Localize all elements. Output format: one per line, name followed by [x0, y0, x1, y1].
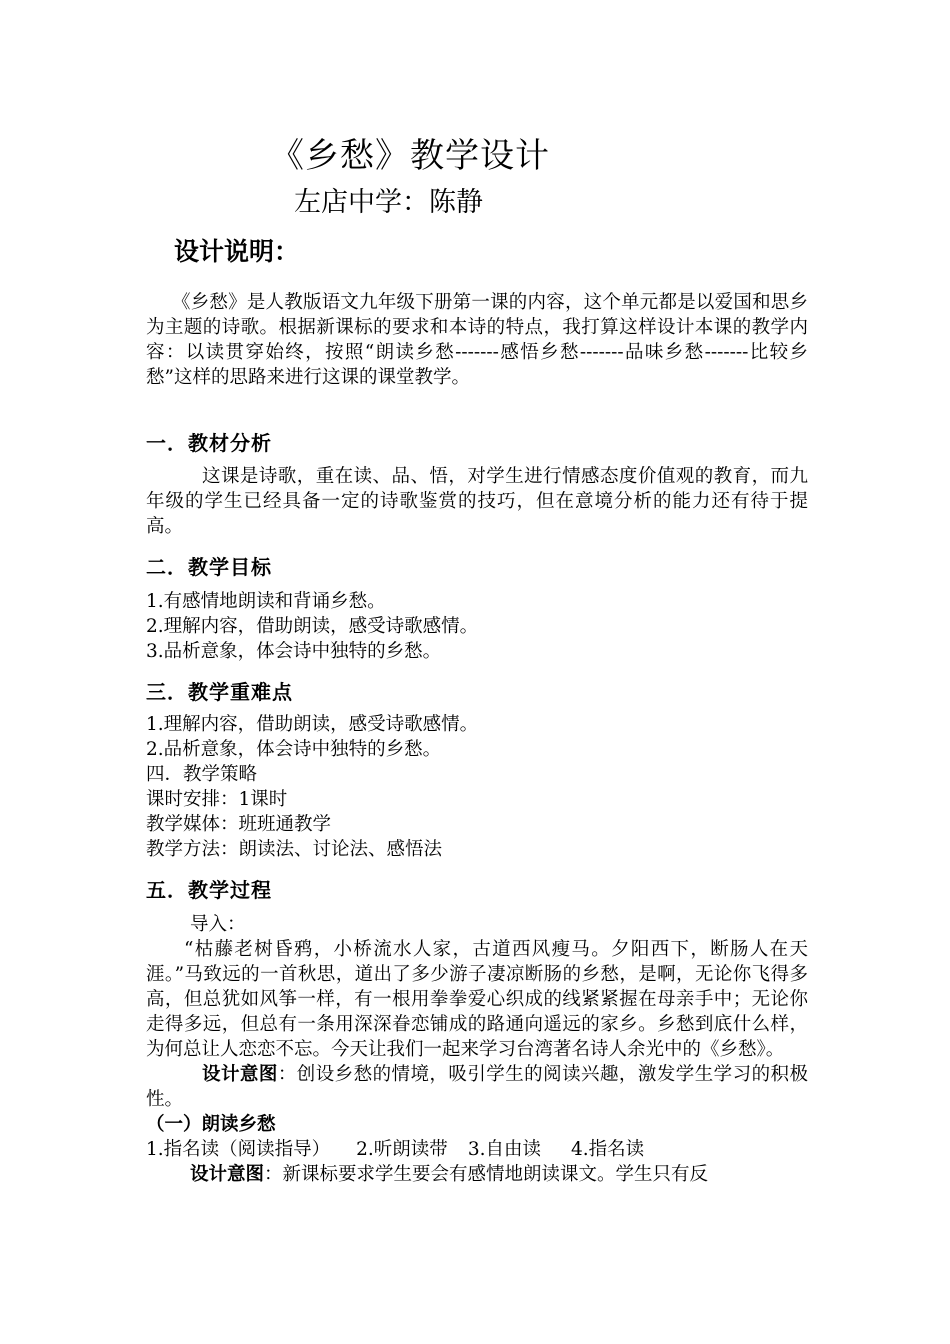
list-item: 3.品析意象，体会诗中独特的乡愁。	[146, 641, 442, 662]
design-intent-label: 设计意图	[202, 1064, 278, 1085]
design-intent-2	[146, 1162, 808, 1187]
list-item: 1.有感情地朗读和背诵乡愁。	[146, 591, 386, 612]
intro-paragraph: 《乡愁》是人教版语文九年级下册第一课的内容，这个单元都是以爱国和思乡为主题的诗歌。根据新课标的要求和本诗的特点，我打算这样设计本课的教学内容：以读贯穿始终，按照“朗读乡愁-------感悟乡愁-------品味乡愁-------比较乡愁”这样的思路来进行这课的课堂教学。	[146, 292, 808, 388]
reading-step: 2.听朗读带	[356, 1139, 448, 1160]
reading-step: 4.指名读	[570, 1139, 645, 1160]
list-item: 2.理解内容，借助朗读，感受诗歌感情。	[146, 616, 479, 637]
teaching-goals-list	[146, 589, 808, 664]
textbook-analysis-paragraph: 这课是诗歌，重在读、品、悟，对学生进行情感态度价值观的教育，而九年级的学生已经具备一定的诗歌鉴赏的技巧，但在意境分析的能力还有待于提高。	[146, 466, 808, 537]
list-item: 教学方法：朗读法、讨论法、感悟法	[146, 839, 443, 860]
key-points-list	[146, 712, 808, 862]
section-heading-key-points: 三．教学重难点	[146, 680, 293, 704]
design-intent-text: ：新课标要求学生要会有感情地朗读课文。学生只有反	[264, 1164, 709, 1185]
list-item: 教学媒体：班班通教学	[146, 814, 332, 835]
section-heading-teaching-goals: 二．教学目标	[146, 555, 272, 579]
document-title: 《乡愁》教学设计	[270, 136, 550, 176]
reading-step: 3.自由读	[467, 1139, 541, 1160]
design-intent-label: 设计意图	[190, 1164, 265, 1185]
list-item: 课时安排：1课时	[146, 789, 288, 810]
design-intent-1	[146, 1062, 808, 1112]
author-line: 左店中学：陈静	[294, 187, 483, 218]
section-heading-textbook-analysis: 一．教材分析	[146, 431, 272, 455]
design-notes-heading: 设计说明：	[174, 237, 300, 266]
reading-step: 1.指名读（阅读指导）	[146, 1139, 331, 1160]
design-intent-text: ：创设乡愁的情境，吸引学生的阅读兴趣，激发学生学习的积极性。	[146, 1064, 808, 1110]
list-item: 1.理解内容，借助朗读，感受诗歌感情。	[146, 714, 479, 735]
lead-in-label: 导入：	[190, 914, 246, 935]
reading-steps	[146, 1137, 808, 1162]
lead-in-paragraph: “枯藤老树昏鸦，小桥流水人家，古道西风瘦马。夕阳西下，断肠人在天涯。”马致远的一首秋思，道出了多少游子凄凉断肠的乡愁，是啊，无论你飞得多高，但总犹如风筝一样，有一根用拳拳爱心织成的线紧紧握在母亲手中；无论你走得多远，但总有一条用深深眷恋铺成的路通向遥远的家乡。乡愁到底什么样，为何总让人恋恋不忘。今天让我们一起来学习台湾著名诗人余光中的《乡愁》。	[146, 939, 808, 1060]
section-heading-teaching-strategy: 四．教学策略	[146, 764, 258, 785]
section-heading-teaching-process: 五．教学过程	[146, 878, 272, 902]
subsection-heading-reading: （一）朗读乡愁	[146, 1114, 276, 1135]
teaching-process-body	[146, 912, 808, 1187]
list-item: 2.品析意象，体会诗中独特的乡愁。	[146, 739, 442, 760]
